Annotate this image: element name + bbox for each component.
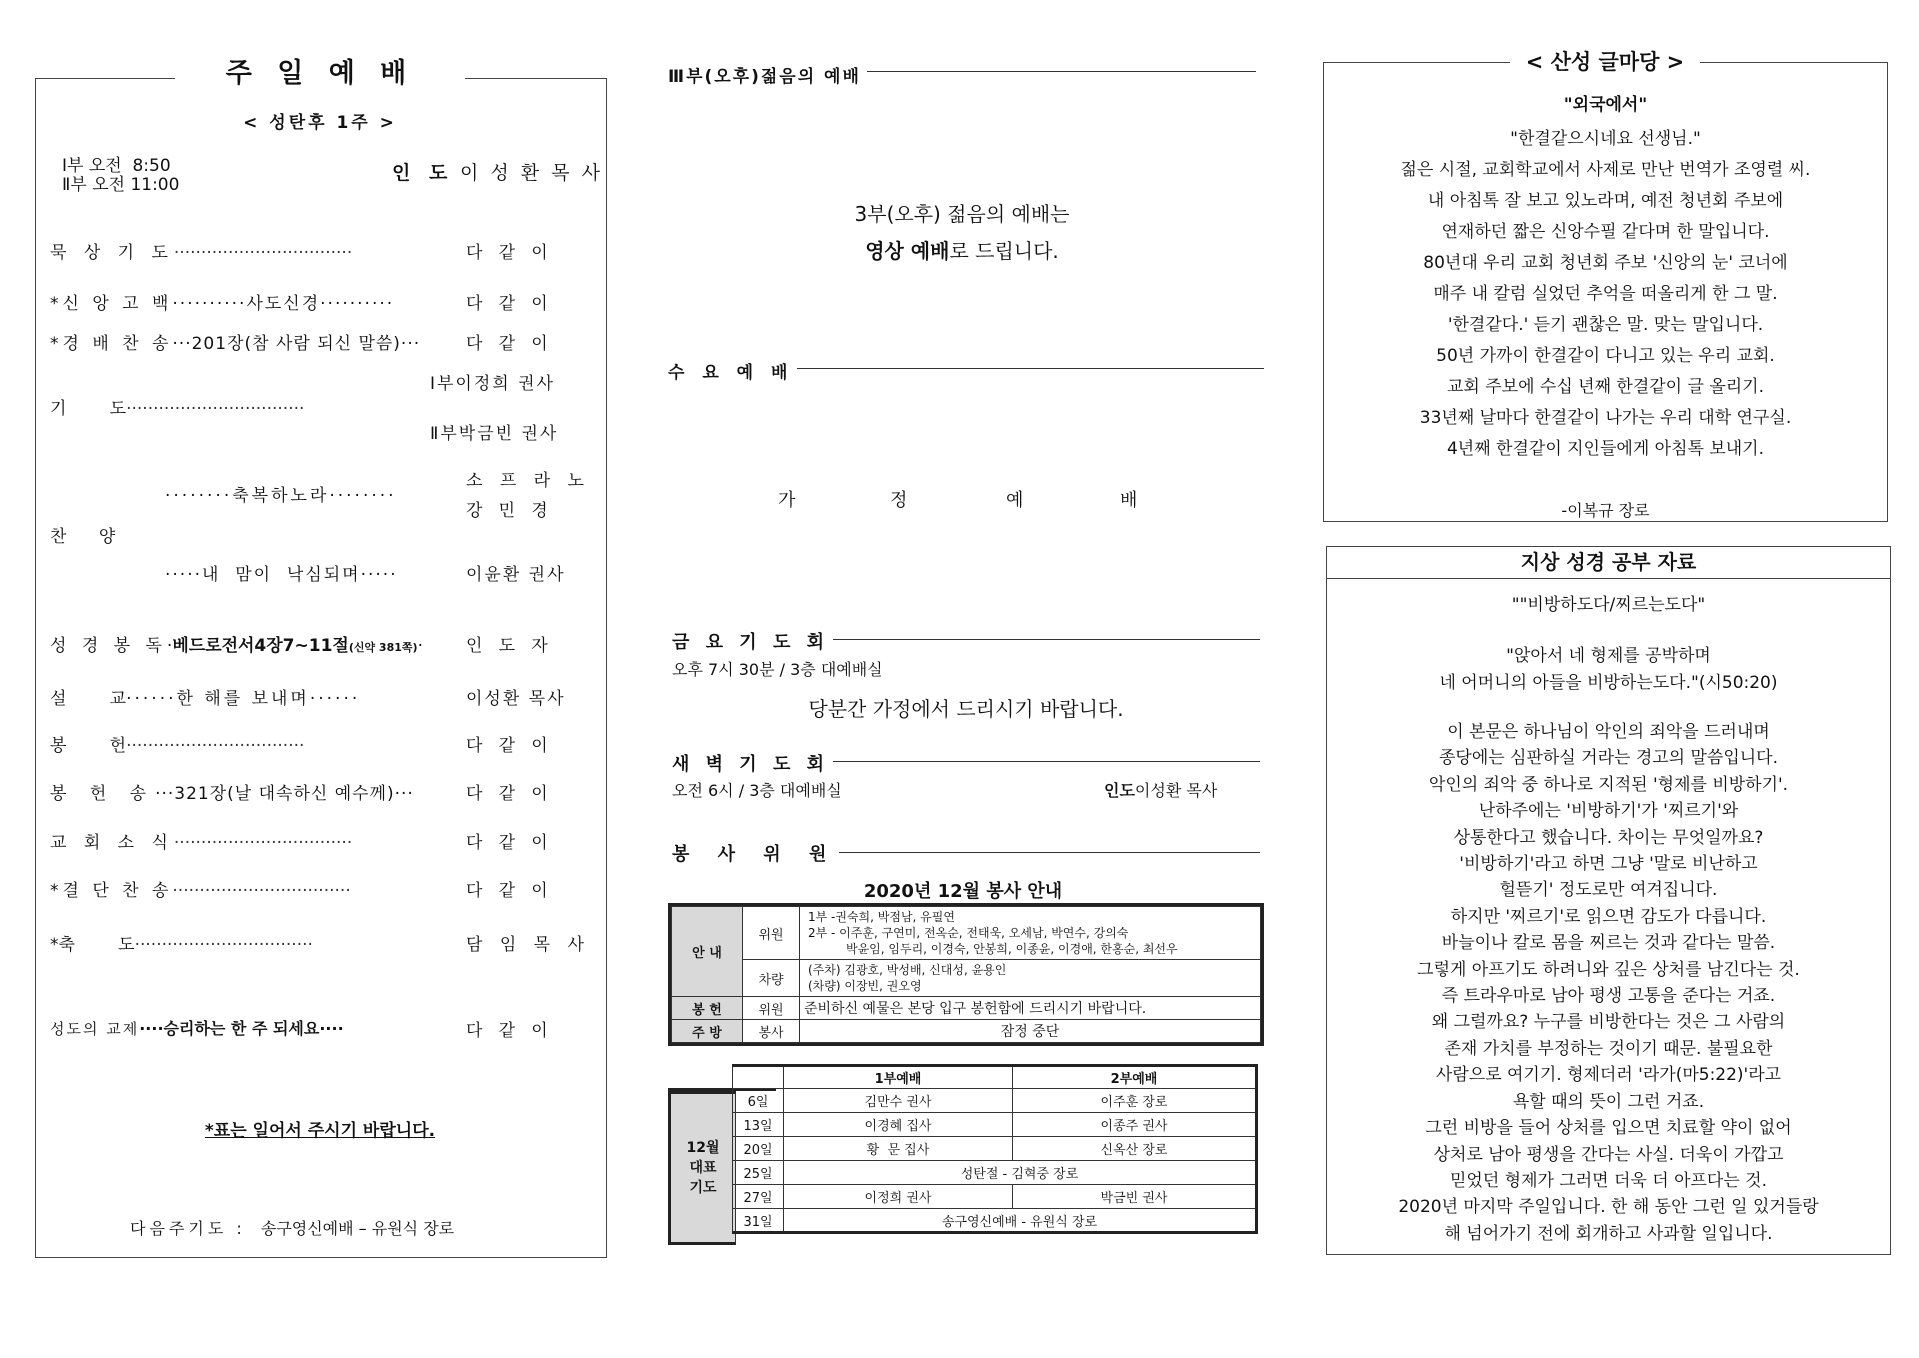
friday-note: 당분간 가정에서 드리시기 바랍니다. <box>808 697 1124 721</box>
leader-label: 인 도 <box>392 162 454 184</box>
offering-label: 봉 헌 <box>672 997 743 1020</box>
service-time-1: Ⅰ부 오전 8:50 <box>62 156 171 176</box>
order-item-right: 다 같 이 <box>466 243 548 263</box>
car-line: (차량) 이장빈, 권오영 <box>808 979 922 993</box>
worship-subtitle: < 성탄후 1주 > <box>243 113 397 133</box>
order-item-right: 담 임 목 사 <box>466 935 590 955</box>
order-item-right: 다 같 이 <box>466 736 548 756</box>
dawn-time: 오전 6시 / 3층 대예배실 <box>672 781 842 800</box>
leader-name: 이 성 환 목 사 <box>460 162 603 184</box>
order-item-right: 다 같 이 <box>466 833 548 853</box>
order-item: 봉 헌································· <box>50 736 305 756</box>
prayer-table: 12월 대표 기도 1부예배 2부예배 6일 김만수 권사 이주훈 장로 13일 이경혜 집사 이종주 권사 20일 황 문 집사 신옥산 장로 25일 성탄절 - 김혁중 장로 27일 이정희 권사 박금빈 권사 31일 송구영신예배 - 유원식 장로 <box>668 1064 1258 1242</box>
committee-line: 박윤임, 임두리, 이경숙, 안봉희, 이종윤, 이경애, 한홍순, 최선우 <box>846 942 1178 956</box>
order-item: 성 경 봉 독·베드로전서4장7~11절(신약 381쪽)· <box>50 636 423 656</box>
order-item-right: 이윤환 권사 <box>466 565 566 585</box>
order-item-right: 다 같 이 <box>466 334 548 354</box>
kitchen-label: 주 방 <box>672 1020 743 1043</box>
order-item: 교 회 소 식································· <box>50 833 353 853</box>
service-table <box>668 903 1264 1046</box>
guide-label: 안 내 <box>672 907 743 997</box>
order-item: 성도의 교제····승리하는 한 주 되세요···· <box>50 1019 344 1038</box>
friday-header: 금 요 기 도 회 <box>672 628 833 654</box>
order-item-right: 다 같 이 <box>466 294 548 314</box>
order-item-right: 이성환 목사 <box>466 689 566 709</box>
praise-song-2: ·····내 맘이 낙심되며····· <box>165 565 398 585</box>
order-item-right: 다 같 이 <box>466 784 548 804</box>
committee-line: 1부 -권숙희, 박점남, 유필연 <box>808 910 955 924</box>
col-header-2: 2부예배 <box>1013 1066 1257 1089</box>
order-item: 찬 양 <box>50 527 116 547</box>
order-item: 봉 헌 송···321장(날 대속하신 예수께)··· <box>50 784 414 804</box>
order-item: 묵 상 기 도································· <box>50 243 353 263</box>
car-label: 차량 <box>743 960 800 997</box>
order-item: *축 도································· <box>50 935 313 955</box>
offering-text: 준비하신 예물은 본당 입구 봉헌함에 드리시기 바랍니다. <box>800 997 1261 1020</box>
praise-song-1: ········축복하노라········ <box>165 486 397 506</box>
friday-time: 오후 7시 30분 / 3층 대예배실 <box>672 660 883 679</box>
order-item-right: Ⅱ부박금빈 권사 <box>430 424 559 444</box>
order-item-right: Ⅰ부이정희 권사 <box>430 374 555 394</box>
dawn-leader: 인도이성환 목사 <box>1104 781 1218 800</box>
order-item: *경 배 찬 송···201장(참 사람 되신 말씀)··· <box>50 334 421 354</box>
essay-body: "한결같으시네요 선생님." 젊은 시절, 교회학교에서 사제로 만난 번역가 조영렬 씨. 내 아침톡 잘 보고 있노라며, 예전 청년회 주보에 연재하던 짧은 신앙수필 같다며 한 말입니다. 80년대 우리 교회 청년회 주보 '신앙의 눈' 코너에 매주 내 칼럼 실었던 추억을 떠올리게 한 그 말. '한결같다.' 듣기 괜찮은 말. 맞는 말입니다. 50년 가까이 한결같이 다니고 있는 우리 교회. 교회 주보에 수십 년째 한결같이 글 올리기. 33년째 날마다 한결같이 나가는 우리 대학 연구실. 4년째 한결같이 지인들에게 아침톡 보내기. <box>1400 129 1811 459</box>
order-item: 설 교······한 해를 보내며······ <box>50 689 361 709</box>
kitchen-text: 잠정 중단 <box>800 1020 1261 1043</box>
essay-subtitle: "외국에서" <box>1563 95 1648 115</box>
col-header-1: 1부예배 <box>784 1066 1013 1089</box>
committee-line: 2부 - 이주훈, 구연미, 전옥순, 전태욱, 오세남, 박연수, 강의숙 <box>808 926 1129 940</box>
next-prayer: 다음주기도 : 송구영신예배 – 유원식 장로 <box>130 1219 455 1238</box>
third-service-line1: 3부(오후) 젊음의 예배는 <box>854 202 1070 226</box>
order-item: 기 도································· <box>50 399 305 419</box>
service-time-2: Ⅱ부 오전 11:00 <box>62 175 180 195</box>
study-subtitle: ""비방하도다/찌르는도다" <box>1511 595 1706 615</box>
worship-title: 주 일 예 배 <box>175 52 465 96</box>
third-service-line2: 영상 예배로 드립니다. <box>865 239 1059 263</box>
order-item-right: 다 같 이 <box>466 1021 548 1041</box>
prayer-side-label: 12월 대표 기도 <box>668 1091 736 1245</box>
essay-author: -이복규 장로 <box>1561 501 1650 520</box>
order-item-right: 인 도 자 <box>466 636 548 656</box>
offering-sub: 위원 <box>743 997 800 1020</box>
car-line: (주차) 김광호, 박성배, 신대성, 윤용인 <box>808 963 1007 977</box>
dawn-header: 새 벽 기 도 회 <box>672 750 833 776</box>
committee-label: 위원 <box>743 907 800 960</box>
order-item-right: 강 민 경 <box>466 501 548 521</box>
service-committee-header: 봉 사 위 원 <box>672 840 839 866</box>
order-item: *신 앙 고 백··········사도신경·········· <box>50 294 395 314</box>
kitchen-sub: 봉사 <box>743 1020 800 1043</box>
essay-title: < 산성 글마당 > <box>1510 46 1700 76</box>
order-item-right: 소 프 라 노 <box>466 471 590 491</box>
wednesday-header: 수 요 예 배 <box>668 358 797 383</box>
order-item: *결 단 찬 송································· <box>50 881 351 901</box>
study-title: 지상 성경 공부 자료 <box>1326 546 1891 579</box>
standing-note: *표는 일어서 주시기 바랍니다. <box>204 1121 436 1141</box>
study-quote: "앉아서 네 형제를 공박하며 네 어머니의 아들을 비방하는도다."(시50:20) <box>1439 646 1778 693</box>
third-service-header: Ⅲ부(오후)젊음의 예배 <box>668 62 867 87</box>
service-table-title: 2020년 12월 봉사 안내 <box>863 881 1063 902</box>
study-body: 이 본문은 하나님이 악인의 죄악을 드러내며 종당에는 심판하실 거라는 경고의 말씀입니다. 악인의 죄악 중 하나로 지적된 '형제를 비방하기'. 난하주에는 '비방하기'가 '찌르기'와 상통한다고 했습니다. 차이는 무엇일까요? '비방하기'라고 하면 그냥 '말로 비난하고 헐뜯기' 정도로만 여겨집니다. 하지만 '찌르기'로 읽으면 감도가 다릅니다. 바늘이나 칼로 몸을 찌르는 것과 같다는 말씀. 그렇게 아프기도 하려니와 깊은 상처를 남긴다는 것. 즉 트라우마로 남아 평생 고통을 준다는 거죠. 왜 그럴까요? 누구를 비방한다는 것은 그 사람의 존재 가치를 부정하는 것이기 때문. 불필요한 사람으로 여기기. 형제더러 '라가(마5:22)'라고 욕할 때의 뜻이 그런 거죠. 그런 비방을 들어 상처를 입으면 치료할 약이 없어 상처로 남아 평생을 간다는 사실. 더욱이 가깝고 믿었던 형제가 그러면 더욱 더 아프다는 것. 2020년 마지막 주일입니다. 한 해 동안 그런 일 있거들랑 해 넘어가기 전에 회개하고 사과할 일입니다. <box>1398 722 1819 1244</box>
order-item-right: 다 같 이 <box>466 881 548 901</box>
